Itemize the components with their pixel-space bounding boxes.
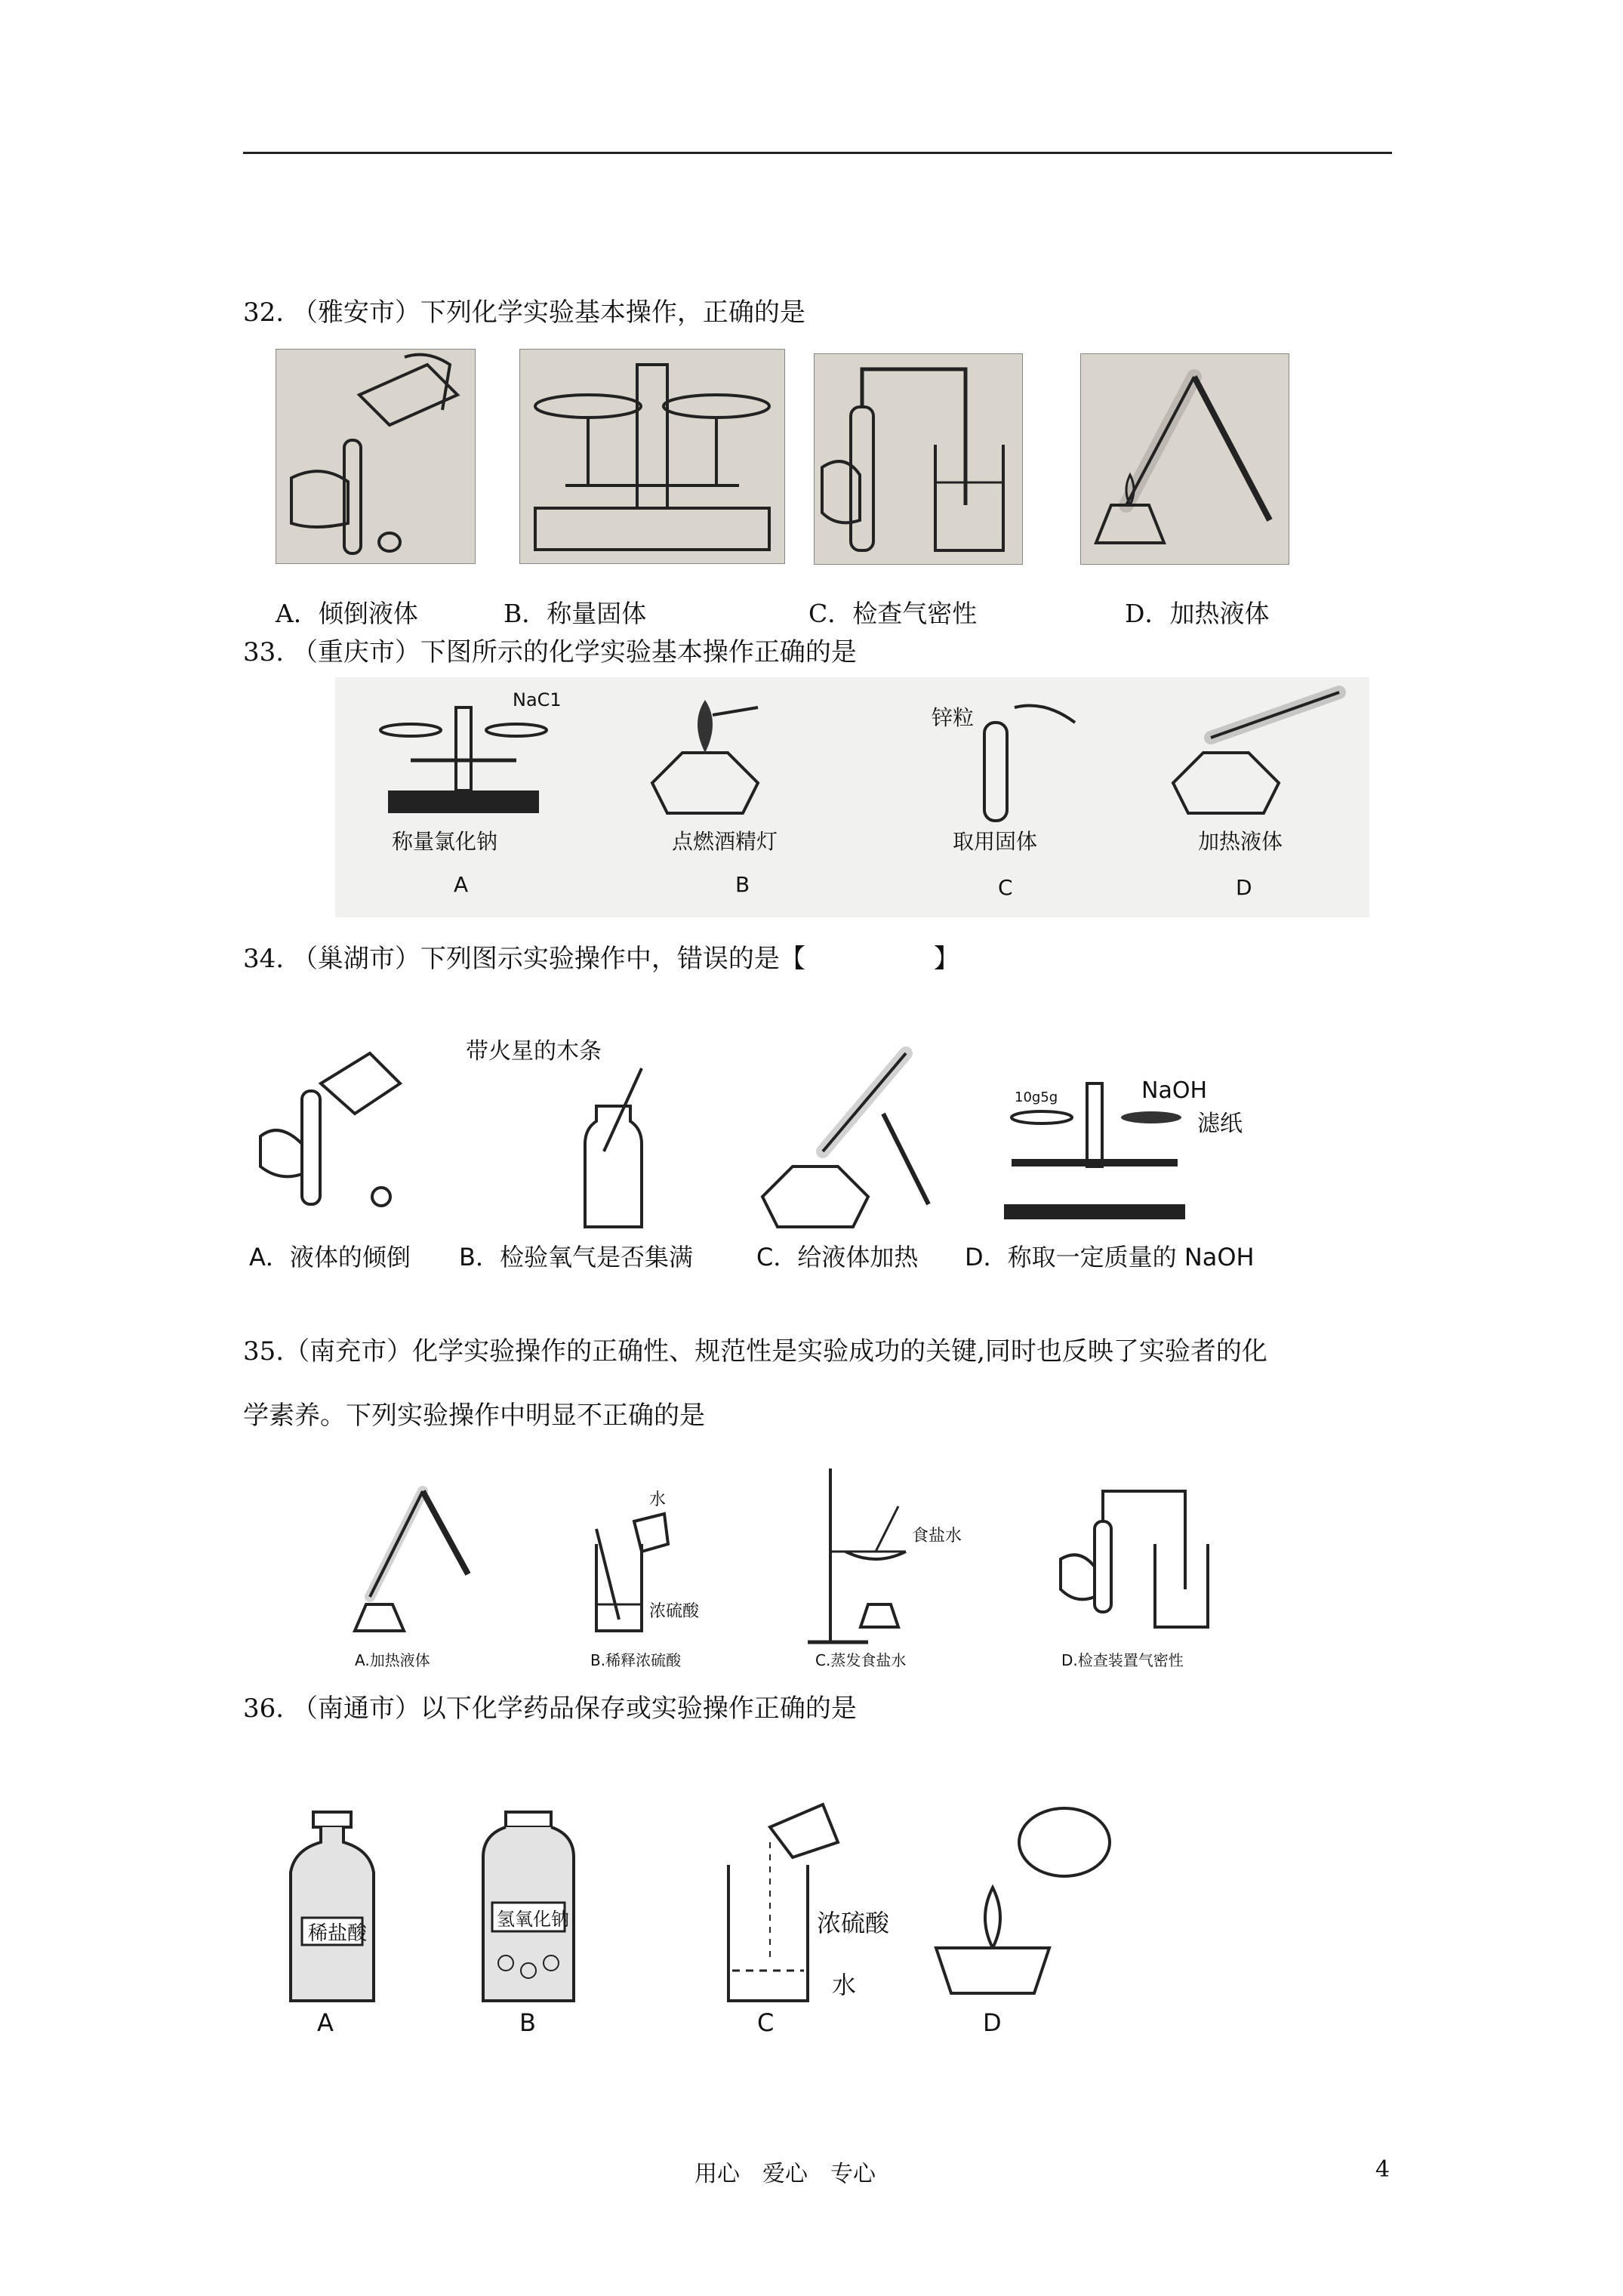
q35-label-sulfuric-acid: 浓硫酸 [649, 1602, 700, 1621]
question-36-text: 36. （南通市）以下化学药品保存或实验操作正确的是 [243, 1693, 857, 1724]
question-32-text: 32. （雅安市）下列化学实验基本操作，正确的是 [243, 297, 805, 328]
q32-image-d [1080, 353, 1289, 565]
q34-caption-d: D．称取一定质量的 NaOH [965, 1243, 1255, 1271]
q33-letter-a: A [454, 872, 469, 897]
q36-bottle-label-hcl: 稀盐酸 [308, 1922, 368, 1945]
q35-illustrations [347, 1469, 1223, 1672]
q36-letter-c: C [757, 2008, 775, 2037]
q35-label-salt-water: 食盐水 [912, 1527, 962, 1546]
q32-option-a: A．倾倒液体 [276, 599, 418, 628]
q33-illustrations [335, 677, 1369, 917]
q32-image-a [276, 349, 476, 564]
airtightness-check-illustration [815, 354, 1022, 564]
q33-caption-c: 取用固体 [953, 829, 1038, 854]
q33-letter-d: D [1236, 875, 1252, 900]
q34-figure [249, 1038, 1283, 1272]
q35-caption-d: D.检查装置气密性 [1061, 1651, 1184, 1669]
q33-caption-b: 点燃酒精灯 [672, 829, 778, 854]
q34-caption-c: C．给液体加热 [756, 1243, 919, 1271]
q35-caption-a: A.加热液体 [355, 1651, 430, 1669]
heat-liquid-illustration [1081, 354, 1289, 564]
q33-letter-b: B [735, 872, 750, 897]
question-35-text-line2: 学素养。下列实验操作中明显不正确的是 [243, 1401, 705, 1431]
q34-label-splint: 带火星的木条 [466, 1038, 602, 1065]
balance-illustration [520, 350, 784, 563]
q32-option-b: B．称量固体 [504, 599, 647, 628]
q34-caption-b: B．检验氧气是否集满 [459, 1243, 693, 1271]
q36-illustrations [279, 1797, 1140, 2054]
q36-bottle-label-naoh: 氢氧化钠 [497, 1909, 569, 1930]
q36-letter-b: B [519, 2008, 536, 2037]
q33-label-zinc: 锌粒 [932, 705, 975, 730]
q35-caption-c: C.蒸发食盐水 [815, 1651, 907, 1669]
q33-caption-a: 称量氯化钠 [392, 829, 498, 854]
q33-figure-strip [335, 677, 1369, 917]
q32-option-c: C．检查气密性 [808, 599, 978, 628]
q36-letter-a: A [317, 2008, 334, 2037]
q35-figure [347, 1469, 1223, 1672]
q36-label-water: 水 [832, 1971, 857, 1999]
q34-caption-a: A．液体的倾倒 [249, 1243, 411, 1271]
q33-caption-d: 加热液体 [1198, 829, 1283, 854]
q35-label-water: 水 [649, 1490, 667, 1509]
q34-label-filter-paper: 滤纸 [1197, 1111, 1243, 1137]
q34-label-weights: 10g5g [1015, 1089, 1058, 1105]
q36-label-sulfuric-acid: 浓硫酸 [817, 1909, 890, 1937]
q36-figure [279, 1797, 1140, 2054]
q36-letter-d: D [983, 2008, 1002, 2037]
question-33-text: 33. （重庆市）下图所示的化学实验基本操作正确的是 [243, 637, 857, 667]
page-number: 4 [1375, 2156, 1390, 2183]
question-35-text-line1: 35.（南充市）化学实验操作的正确性、规范性是实验成功的关键,同时也反映了实验者的化 [243, 1336, 1267, 1367]
q32-image-b [519, 349, 785, 564]
q34-illustrations [249, 1038, 1283, 1272]
q32-image-c [814, 353, 1023, 565]
header-rule [243, 152, 1392, 154]
q33-letter-c: C [998, 875, 1013, 900]
q34-label-naoh: NaOH [1141, 1077, 1207, 1104]
question-34-text: 34. （巢湖市）下列图示实验操作中，错误的是【 】 [243, 944, 959, 974]
q35-caption-b: B.稀释浓硫酸 [590, 1651, 682, 1669]
pour-liquid-illustration [276, 350, 475, 563]
footer-motto: 用心 爱心 专心 [694, 2161, 876, 2187]
q32-option-d: D．加热液体 [1125, 599, 1270, 628]
q33-label-nacl: NaC1 [513, 689, 562, 710]
